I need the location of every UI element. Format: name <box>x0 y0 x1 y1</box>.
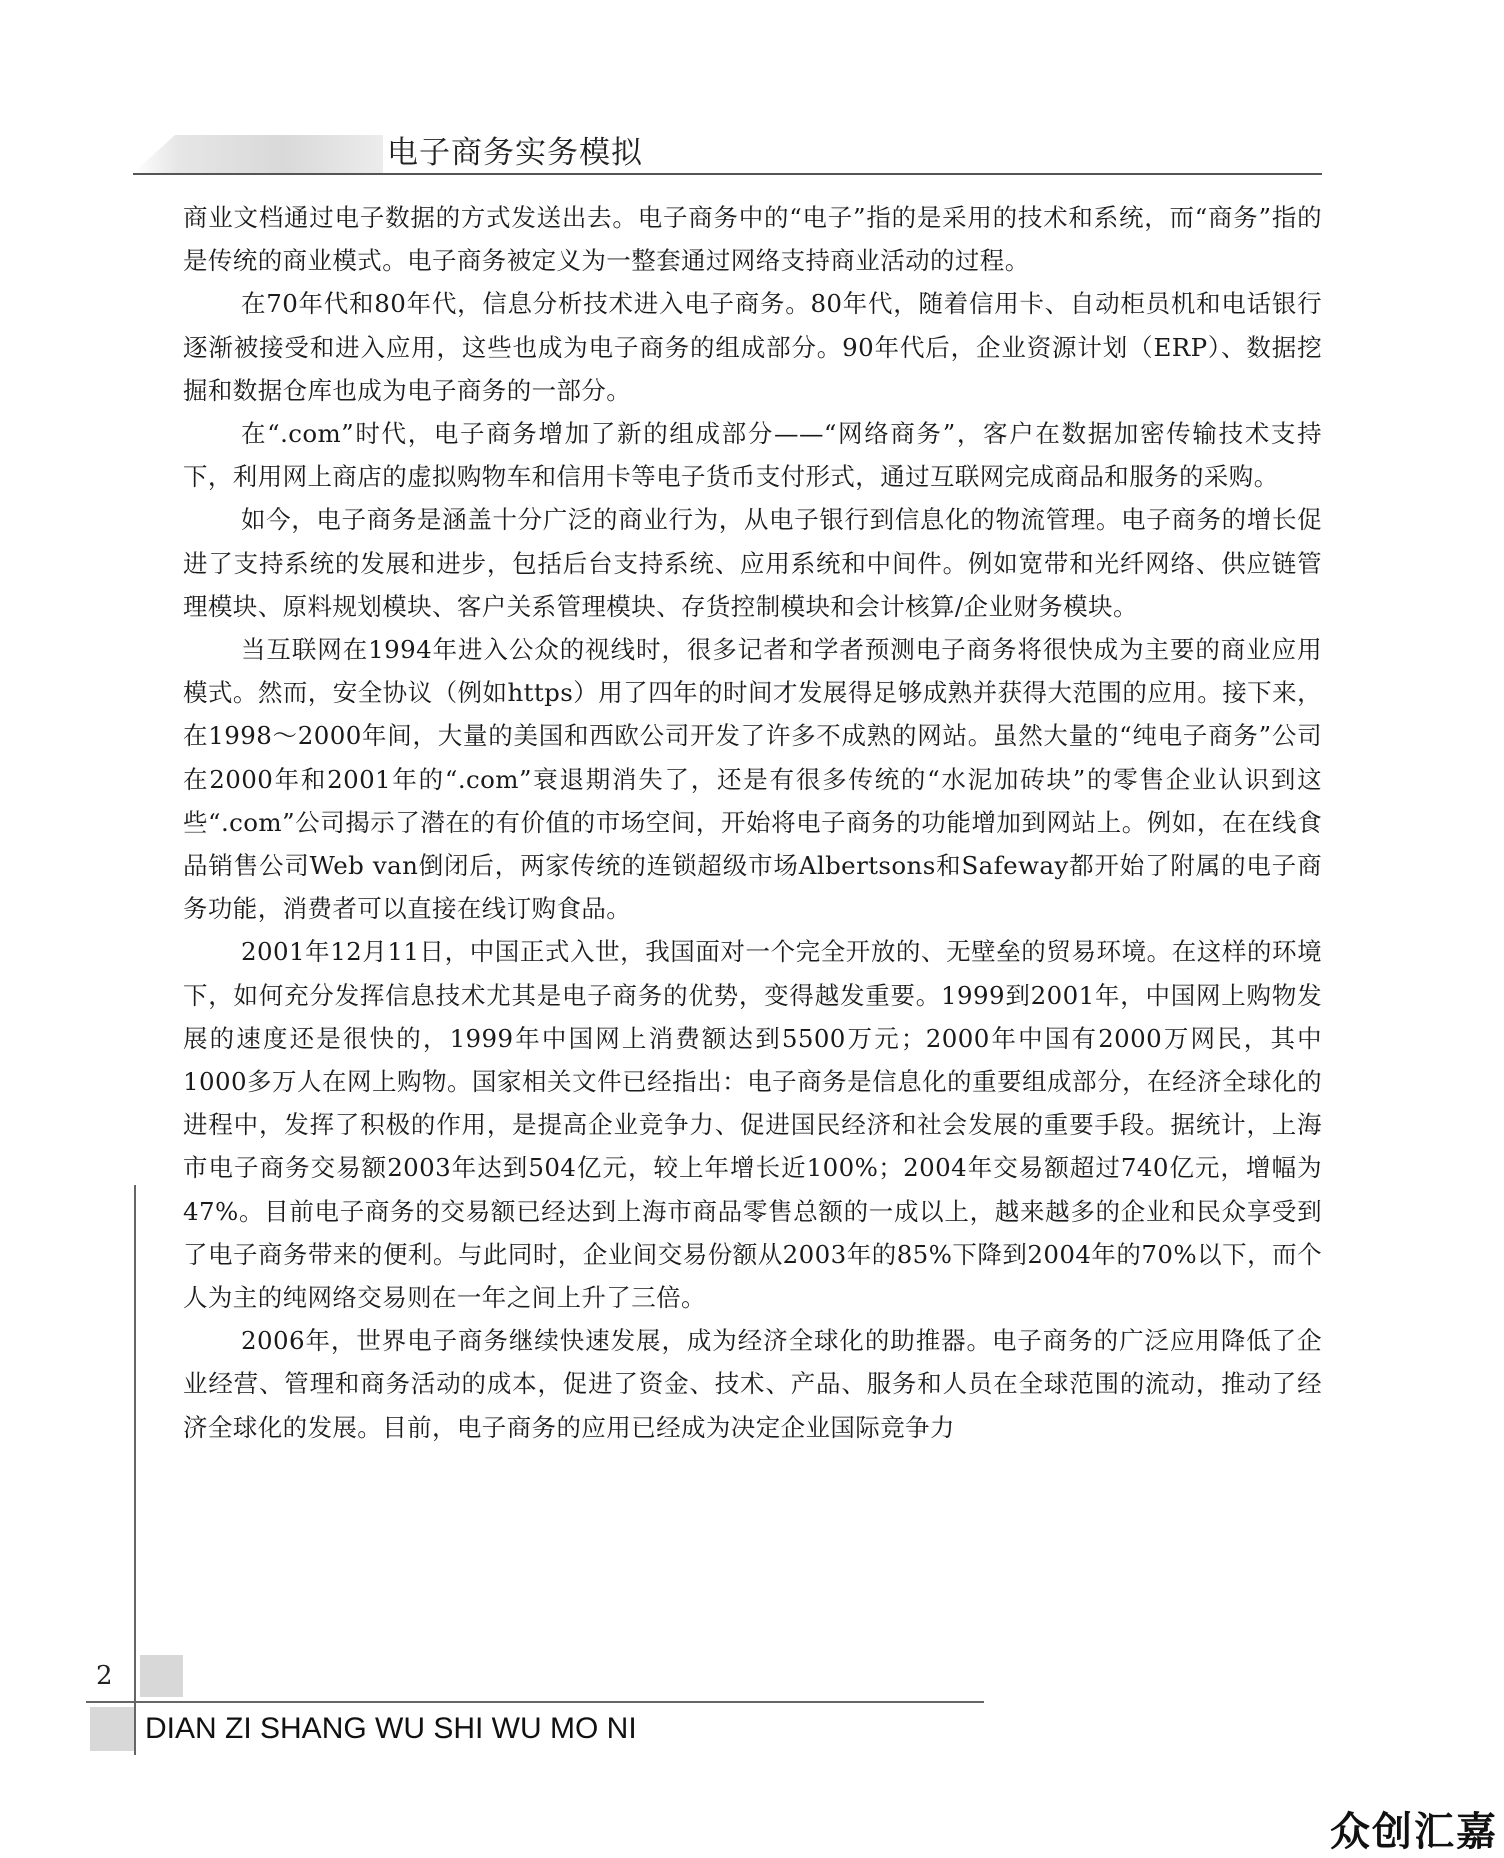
running-header-title: 电子商务实务模拟 <box>387 135 643 171</box>
footer-rule <box>86 1701 984 1703</box>
paragraph-7: 2006年，世界电子商务继续快速发展，成为经济全球化的助推器。电子商务的广泛应用降低了企业经营、管理和商务活动的成本，促进了资金、技术、产品、服务和人员在全球范围的流动，推动了经济全球化的发展。目前，电子商务的应用已经成为决定企业国际竞争力 <box>183 1326 1322 1442</box>
paragraph-2: 在70年代和80年代，信息分析技术进入电子商务。80年代，随着信用卡、自动柜员机和电话银行逐渐被接受和进入应用，这些也成为电子商务的组成部分。90年代后，企业资源计划（ERP）、数据挖掘和数据仓库也成为电子商务的一部分。 <box>183 289 1322 405</box>
footer-vertical-rule <box>134 1185 136 1755</box>
page-number: 2 <box>96 1661 113 1691</box>
header-rule <box>133 173 1322 175</box>
footer-gray-block <box>90 1707 134 1751</box>
paragraph-3: 在“.com”时代，电子商务增加了新的组成部分——“网络商务”，客户在数据加密传输技术支持下，利用网上商店的虚拟购物车和信用卡等电子货币支付形式，通过互联网完成商品和服务的采购。 <box>183 419 1322 492</box>
footer-pinyin-title: DIAN ZI SHANG WU SHI WU MO NI <box>145 1712 637 1745</box>
body-text <box>183 196 1322 1449</box>
paragraph-5: 当互联网在1994年进入公众的视线时，很多记者和学者预测电子商务将很快成为主要的商业应用模式。然而，安全协议（例如https）用了四年的时间才发展得足够成熟并获得大范围的应用。接下来，在1998～2000年间，大量的美国和西欧公司开发了许多不成熟的网站。虽然大量的“纯电子商务”公司在2000年和2001年的“.com”衰退期消失了，还是有很多传统的“水泥加砖块”的零售企业认识到这些“.com”公司揭示了潜在的有价值的市场空间，开始将电子商务的功能增加到网站上。例如，在在线食品销售公司Web van倒闭后，两家传统的连锁超级市场Albertsons和Safeway都开始了附属的电子商务功能，消费者可以直接在线订购食品。 <box>183 635 1322 924</box>
paragraph-1: 商业文档通过电子数据的方式发送出去。电子商务中的“电子”指的是采用的技术和系统，而“商务”指的是传统的商业模式。电子商务被定义为一整套通过网络支持商业活动的过程。 <box>183 203 1322 276</box>
footer-decoration-box <box>140 1655 183 1697</box>
paragraph-6: 2001年12月11日，中国正式入世，我国面对一个完全开放的、无壁垒的贸易环境。在这样的环境下，如何充分发挥信息技术尤其是电子商务的优势，变得越发重要。1999到2001年，中国网上购物发展的速度还是很快的，1999年中国网上消费额达到5500万元；2000年中国有2000万网民，其中1000多万人在网上购物。国家相关文件已经指出：电子商务是信息化的重要组成部分，在经济全球化的进程中，发挥了积极的作用，是提高企业竞争力、促进国民经济和社会发展的重要手段。据统计，上海市电子商务交易额2003年达到504亿元，较上年增长近100%；2004年交易额超过740亿元，增幅为47%。目前电子商务的交易额已经达到上海市商品零售总额的一成以上，越来越多的企业和民众享受到了电子商务带来的便利。与此同时，企业间交易份额从2003年的85%下降到2004年的70%以下，而个人为主的纯网络交易则在一年之间上升了三倍。 <box>183 937 1322 1313</box>
watermark: 众创汇嘉 <box>1330 1809 1498 1855</box>
paragraph-4: 如今，电子商务是涵盖十分广泛的商业行为，从电子银行到信息化的物流管理。电子商务的增长促进了支持系统的发展和进步，包括后台支持系统、应用系统和中间件。例如宽带和光纤网络、供应链管理模块、原料规划模块、客户关系管理模块、存货控制模块和会计核算/企业财务模块。 <box>183 505 1322 621</box>
header-decoration <box>133 135 383 173</box>
